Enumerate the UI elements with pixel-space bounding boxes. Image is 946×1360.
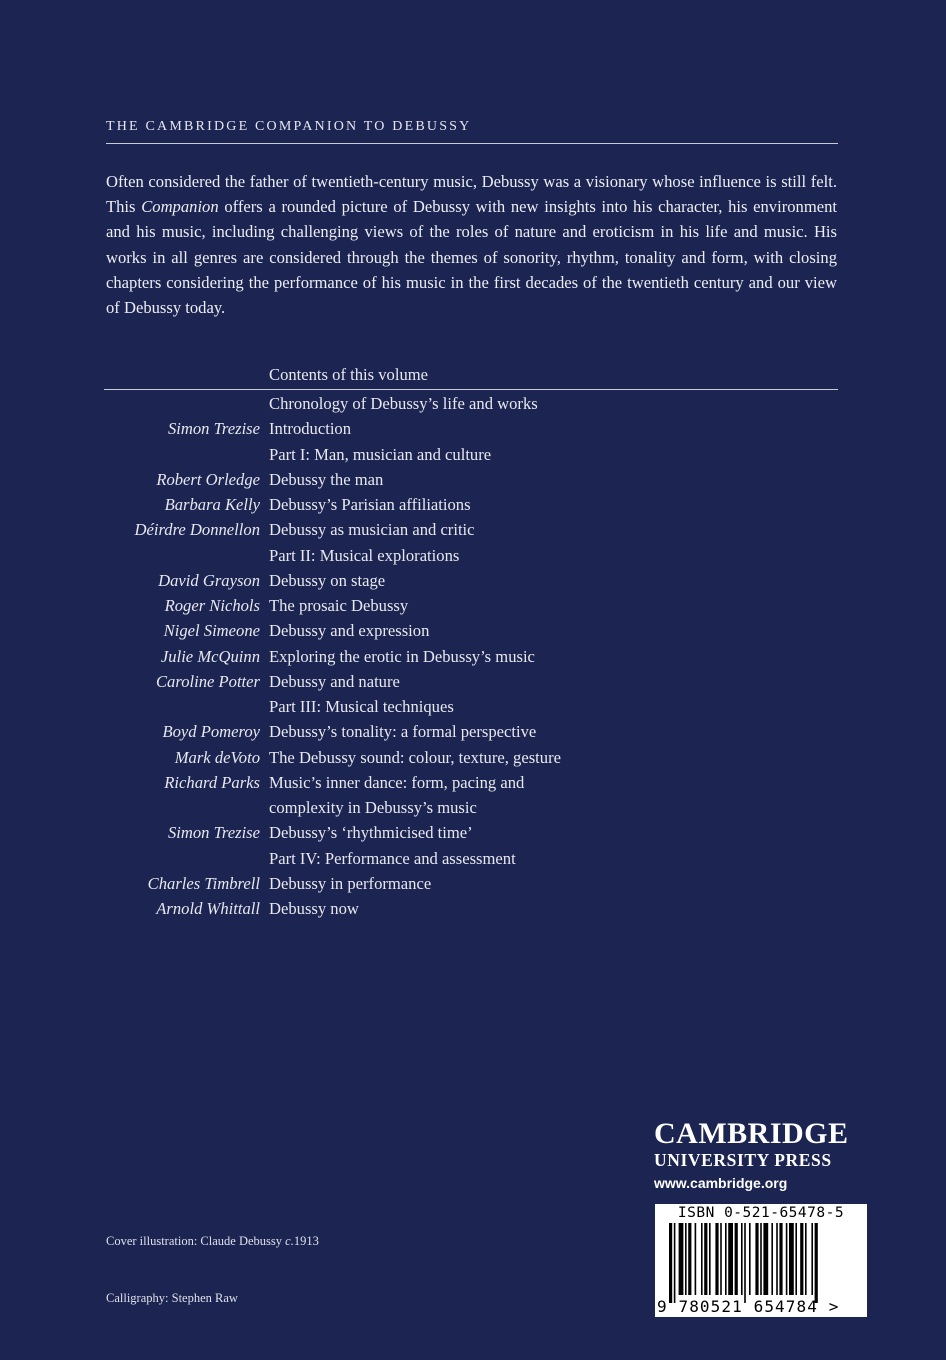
contents-entry-author: Arnold Whittall — [156, 899, 260, 918]
contents-entry — [0, 416, 946, 441]
contents-entry-author: Richard Parks — [164, 772, 260, 792]
publisher-name: CAMBRIDGE — [654, 1117, 849, 1150]
contents-entry-author: Boyd Pomeroy — [162, 722, 260, 742]
blurb-text-end: offers a rounded picture of Debussy with new insights into his character, his environment and his music, including challenging views of the roles of nature and eroticism in his life and music. His works in all genres are considered through the themes of sonority, rhythm, tonality and form, with closing chapters considering the performance of his music in the first decades of the twentieth century and our view of Debussy today. — [106, 197, 837, 318]
contents-entry — [0, 669, 946, 694]
contents-entry — [0, 517, 946, 542]
cover-credit-circa: c. — [285, 1234, 294, 1248]
contents-entry-title: Debussy the man — [269, 469, 384, 489]
contents-entry — [0, 846, 946, 871]
contents-entry-title: Part I: Man, musician and culture — [269, 444, 492, 464]
contents-entry — [0, 644, 946, 669]
contents-entry-author: Barbara Kelly — [164, 495, 260, 514]
contents-entry-author: Robert Orledge — [156, 469, 260, 489]
contents-entry-author: Nigel Simeone — [163, 621, 260, 641]
barcode-box — [655, 1204, 867, 1317]
calligraphy-credit: Calligraphy: Stephen Raw — [106, 1291, 238, 1305]
isbn-text: ISBN 0-521-65478-5 — [677, 1205, 845, 1221]
contents-entry-title: The Debussy sound: colour, texture, gesture — [269, 747, 561, 767]
contents-entry-title: Part IV: Performance and assessment — [269, 848, 516, 868]
contents-entry-title: Part II: Musical explorations — [269, 545, 460, 565]
contents-entry-title: Debussy and nature — [269, 671, 400, 691]
contents-entry-title: Debussy’s ‘rhythmicised time’ — [269, 823, 473, 843]
cover-credit-prefix: Cover illustration: Claude Debussy — [106, 1234, 286, 1248]
contents-entry-title: Debussy as musician and critic — [269, 520, 475, 540]
contents-entry — [0, 719, 946, 744]
contents-entry-author: Déirdre Donnellon — [134, 520, 260, 540]
contents-rule — [104, 389, 838, 390]
contents-heading: Contents of this volume — [269, 365, 429, 384]
blurb-paragraph — [106, 169, 837, 320]
contents-entry — [0, 593, 946, 618]
contents-entry-author: Charles Timbrell — [147, 873, 260, 893]
publisher-logo — [654, 1118, 869, 1194]
ean-text: 9 780521 654784 > — [657, 1297, 840, 1316]
contents-entry — [0, 467, 946, 492]
contents-list — [0, 391, 946, 921]
contents-entry-title: complexity in Debussy’s music — [269, 798, 477, 817]
contents-entry-author: Julie McQuinn — [160, 646, 260, 666]
contents-entry-author: Roger Nichols — [164, 596, 260, 615]
contents-entry-author: Mark deVoto — [174, 747, 260, 767]
publisher-subname: UNIVERSITY PRESS — [654, 1150, 832, 1170]
contents-entry-title: Chronology of Debussy’s life and works — [269, 394, 538, 413]
contents-entry — [0, 694, 946, 719]
contents-entry-title: Debussy and expression — [269, 621, 430, 641]
contents-entry — [0, 795, 946, 820]
contents-entry — [0, 618, 946, 643]
contents-entry-title: Introduction — [269, 419, 352, 439]
contents-entry-title: The prosaic Debussy — [269, 596, 409, 615]
contents-entry-author: David Grayson — [158, 570, 260, 590]
contents-entry-title: Music’s inner dance: form, pacing and — [269, 772, 525, 792]
contents-entry-title: Debussy’s Parisian affiliations — [269, 495, 471, 514]
contents-entry — [0, 492, 946, 517]
contents-entry — [0, 391, 946, 416]
contents-entry-author: Simon Trezise — [167, 419, 260, 439]
blurb-text-start: Often considered the father of twentieth-century music, Debussy was a visionary whose influence is still felt. This — [106, 172, 837, 217]
contents-entry — [0, 543, 946, 568]
contents-entry — [0, 745, 946, 770]
contents-entry — [0, 568, 946, 593]
contents-entry — [0, 442, 946, 467]
contents-entry-title: Debussy’s tonality: a formal perspective — [269, 722, 537, 742]
contents-entry-title: Part III: Musical techniques — [269, 697, 454, 716]
contents-entry-author: Caroline Potter — [155, 671, 260, 691]
contents-entry-author: Simon Trezise — [167, 823, 260, 843]
contents-entry — [0, 871, 946, 896]
publisher-url: www.cambridge.org — [654, 1175, 788, 1191]
contents-entry-title: Debussy now — [269, 899, 359, 918]
cover-credit-year: 1913 — [293, 1234, 319, 1248]
contents-entry-title: Debussy on stage — [269, 570, 386, 590]
top-rule — [106, 143, 838, 144]
contents-entry — [0, 770, 946, 795]
barcode-bars — [655, 1223, 867, 1303]
contents-entry — [0, 896, 946, 921]
contents-entry-title: Debussy in performance — [269, 873, 432, 893]
series-title: THE CAMBRIDGE COMPANION TO DEBUSSY — [106, 119, 472, 134]
contents-entry-title: Exploring the erotic in Debussy’s music — [269, 646, 535, 666]
contents-entry — [0, 820, 946, 845]
cover-illustration-credit — [106, 1234, 319, 1249]
blurb-companion-emphasis: Companion — [141, 197, 219, 217]
